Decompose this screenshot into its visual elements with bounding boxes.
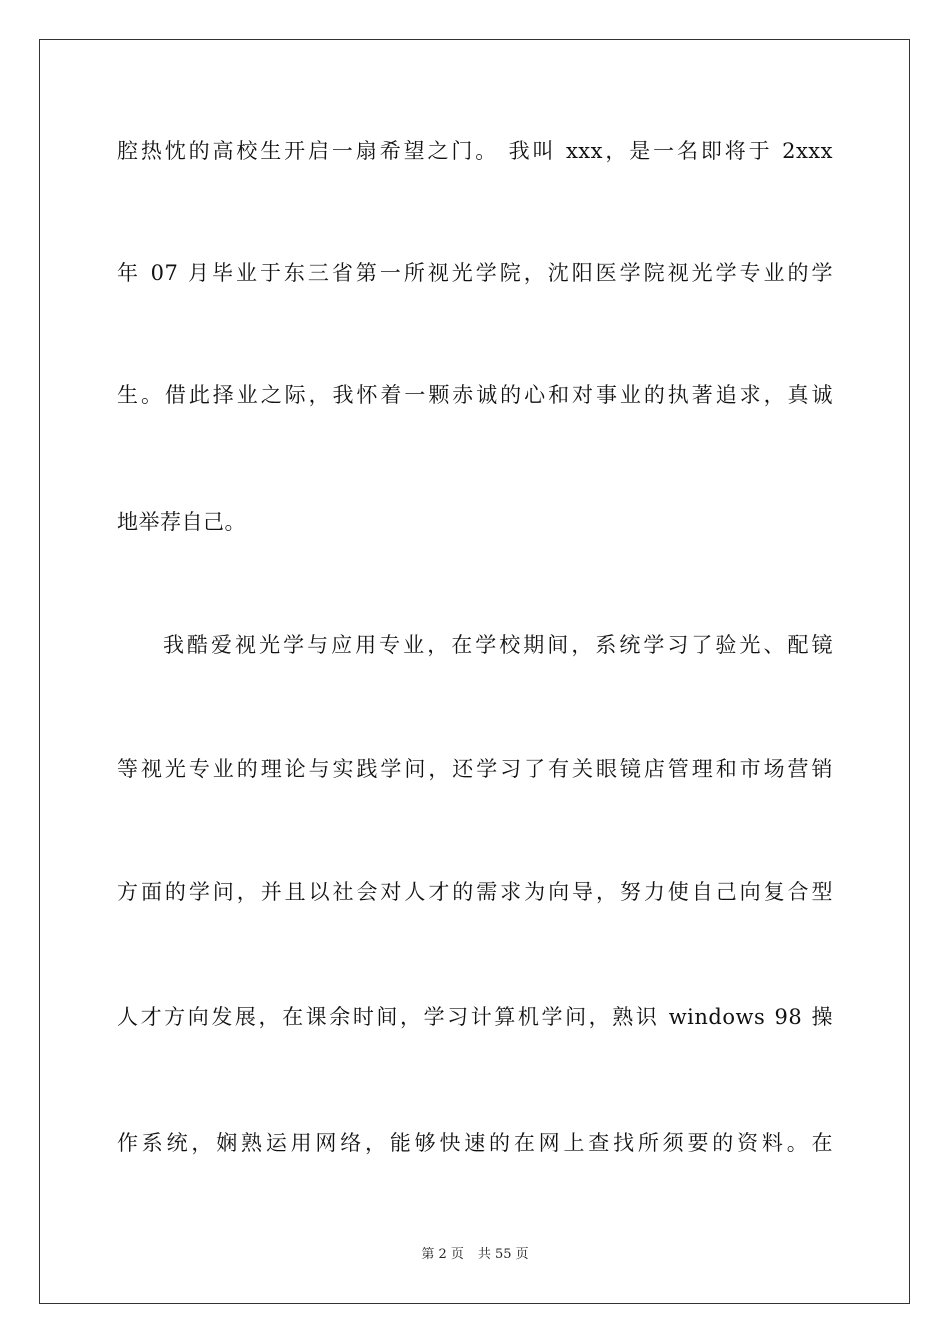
text-line-6: 等视光专业的理论与实践学问，还学习了有关眼镜店管理和市场营销 [117,757,833,781]
page-footer [0,1246,950,1264]
page-border [39,39,910,1304]
text-line-7: 方面的学问，并且以社会对人才的需求为向导，努力使自己向复合型 [117,880,833,904]
text-line-3: 生。借此择业之际，我怀着一颗赤诚的心和对事业的执著追求，真诚 [117,383,833,407]
text-line-8: 人才方向发展，在课余时间，学习计算机学问，熟识 windows 98 操 [117,1005,833,1029]
text-line-5-paragraph-start: 我酷爱视光学与应用专业，在学校期间，系统学习了验光、配镜 [163,633,833,657]
text-line-2: 年 07 月毕业于东三省第一所视光学院，沈阳医学院视光学专业的学 [117,261,833,285]
page-total: 共 55 页 [477,1247,529,1262]
text-line-1: 腔热忱的高校生开启一扇希望之门。 我叫 xxx，是一名即将于 2xxx [117,139,833,163]
text-line-4: 地举荐自己。 [117,510,246,534]
text-line-9: 作系统，娴熟运用网络，能够快速的在网上查找所须要的资料。在 [117,1131,833,1155]
page-number: 第 2 页 [421,1247,464,1262]
